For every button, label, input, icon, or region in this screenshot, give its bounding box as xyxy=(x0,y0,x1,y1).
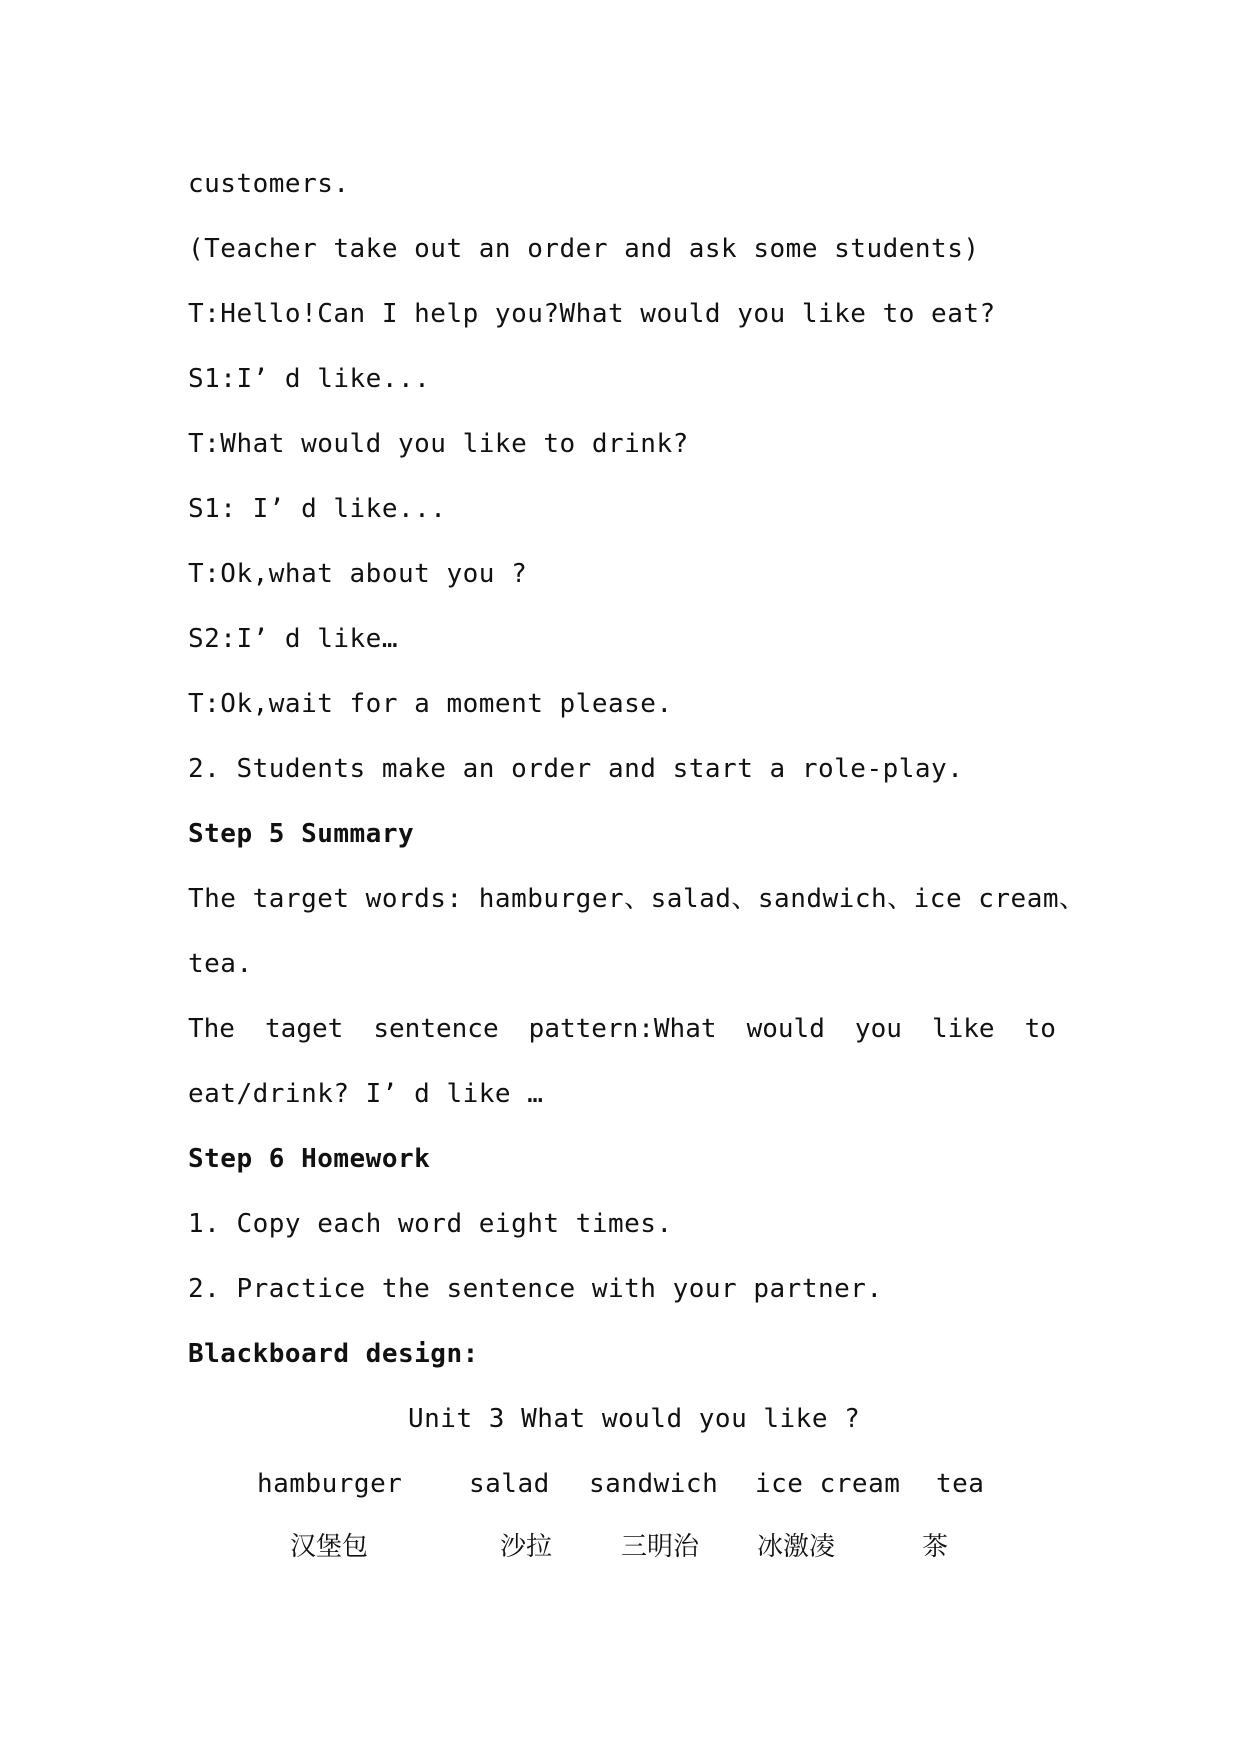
blackboard-chinese-salad: 沙拉 xyxy=(500,1532,553,1562)
pattern-word: like xyxy=(931,1014,995,1044)
dialogue-line-teacher-eat: T:Hello!Can I help you?What would you like to eat? xyxy=(188,299,996,329)
body-line-customers: customers. xyxy=(188,169,350,199)
pattern-word: pattern:What xyxy=(528,1014,717,1044)
blackboard-heading: Blackboard design: xyxy=(188,1339,479,1369)
blackboard-chinese-ice-cream: 冰激凌 xyxy=(757,1532,836,1562)
pattern-word: taget xyxy=(265,1014,344,1044)
dialogue-line-s1-like: S1:I’ d like... xyxy=(188,364,431,394)
blackboard-word-salad: salad xyxy=(469,1469,550,1499)
dialogue-line-teacher-about-you: T:Ok,what about you ? xyxy=(188,559,528,589)
body-line-role-play: 2. Students make an order and start a role-play. xyxy=(188,754,964,784)
pattern-word: would xyxy=(746,1014,825,1044)
dialogue-line-teacher-wait: T:Ok,wait for a moment please. xyxy=(188,689,673,719)
step6-heading: Step 6 Homework xyxy=(188,1144,431,1174)
homework-item-1: 1. Copy each word eight times. xyxy=(188,1209,673,1239)
body-line-teacher-instruction: (Teacher take out an order and ask some students) xyxy=(188,234,980,264)
dialogue-line-teacher-drink: T:What would you like to drink? xyxy=(188,429,689,459)
blackboard-word-hamburger: hamburger xyxy=(257,1469,403,1499)
target-pattern-line-1 xyxy=(188,1012,1056,1046)
blackboard-chinese-tea: 茶 xyxy=(922,1532,949,1562)
dialogue-line-s1-like-2: S1: I’ d like... xyxy=(188,494,447,524)
homework-item-2: 2. Practice the sentence with your partner. xyxy=(188,1274,883,1304)
blackboard-word-tea: tea xyxy=(936,1469,985,1499)
blackboard-word-ice-cream: ice cream xyxy=(755,1469,901,1499)
dialogue-line-s2-like: S2:I’ d like… xyxy=(188,624,398,654)
step5-heading: Step 5 Summary xyxy=(188,819,415,849)
blackboard-chinese-hamburger: 汉堡包 xyxy=(290,1532,369,1562)
target-words-line-1: The target words: hamburger、salad、sandwich、ice cream、 xyxy=(188,884,1086,914)
pattern-word: you xyxy=(854,1014,902,1044)
pattern-word: The xyxy=(188,1014,235,1044)
pattern-word: sentence xyxy=(373,1014,499,1044)
target-pattern-line-2: eat/drink? I’ d like … xyxy=(188,1079,544,1109)
blackboard-title: Unit 3 What would you like ? xyxy=(408,1404,861,1434)
target-words-line-2: tea. xyxy=(188,949,253,979)
blackboard-word-sandwich: sandwich xyxy=(589,1469,719,1499)
pattern-word: to xyxy=(1024,1014,1056,1044)
blackboard-chinese-sandwich: 三明治 xyxy=(621,1532,700,1562)
